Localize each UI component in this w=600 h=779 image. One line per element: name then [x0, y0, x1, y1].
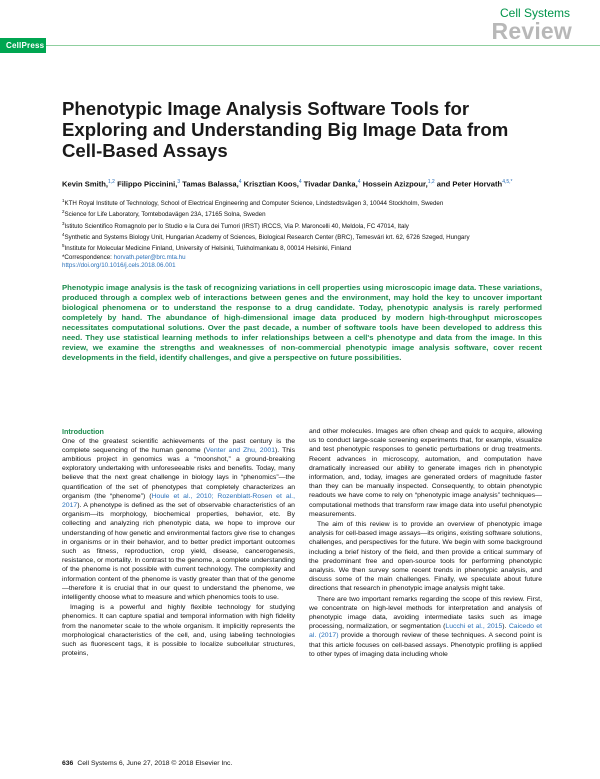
correspondence: [62, 254, 542, 262]
author-list: [62, 177, 542, 190]
author-name: and Peter Horvath: [434, 179, 503, 189]
body-text: The aim of this review is to provide an overview of phenotypic image analysis for cell-based image assays—its origins, existing software solutions, challenges, and perspectives for the future. We begin with some background including a brief history of the field, and then provide a critical summary of the predominant free and open-source tools for performing phenotypic analysis. We then survey some recent trends in phenotypic analysis, and discuss some of the main challenges. Finally, we speculate about future directions that research in phenotypic image analysis might take.: [309, 521, 542, 593]
header-rule: [46, 45, 600, 46]
affiliation: [62, 220, 542, 231]
body-text: Imaging is a powerful and highly flexible technology for studying phenomics. It can capture spatial and temporal information with high fidelity from the nanometer scale to the whole organism. It implicitly represents the morphological characteristics of the cell, and, using labeling technologies such as fluorescent tags, it is possible to localize subcellular structures, proteins,: [62, 604, 295, 658]
author-name: Krisztian Koos,: [241, 179, 299, 189]
citation-link[interactable]: Lucchi et al., 2015: [445, 623, 503, 631]
author-affiliation-marker[interactable]: 3: [177, 179, 181, 185]
affiliation: [62, 231, 542, 242]
body-paragraph: [62, 437, 295, 603]
footer-citation: Cell Systems 6, June 27, 2018 © 2018 Elsevier Inc.: [77, 760, 233, 767]
affiliation-text: KTH Royal Institute of Technology, School of Electrical Engineering and Computer Science, Lindstedtsvägen 3, 10044 Stockholm, Sweden: [64, 200, 444, 208]
citation-link[interactable]: Caicedo et al. (2017): [309, 623, 542, 640]
citation-link[interactable]: Houle et al., 2010; Rozenblatt-Rosen et al., 2017: [62, 492, 295, 509]
body-paragraph: [309, 520, 542, 594]
body-text: provide a thorough review of these techniques. A second point is that this article focuses on cell-based assays. Phenotypic profiling is applied to other types of imaging data including whole: [309, 632, 542, 658]
affiliation-number: 4: [62, 232, 65, 238]
author-name: Filippo Piccinini,: [114, 179, 178, 189]
affiliation-text: Institute for Molecular Medicine Finland, University of Helsinki, Tukholmankatu 8, 00014 Helsinki, Finland: [64, 245, 352, 253]
affiliation-number: 3: [62, 220, 65, 226]
author-affiliation-marker[interactable]: 1,2: [427, 179, 435, 185]
page-number: 636: [62, 760, 74, 767]
body-column-right: [309, 427, 542, 659]
affiliation-number: 1: [62, 198, 65, 203]
doi-link[interactable]: https://doi.org/10.1016/j.cels.2018.06.001: [62, 262, 176, 270]
author-affiliation-marker[interactable]: 4,5,*: [502, 179, 513, 185]
author-name: Hossein Azizpour,: [360, 179, 428, 189]
article-type-label: Review: [491, 18, 572, 44]
body-text: One of the greatest scientific achievements of the past century is the complete sequencing of the human genome (: [62, 437, 295, 454]
affiliation-text: Istituto Scientifico Romagnolo per lo Studio e la Cura dei Tumori (IRST) IRCCS, Via P. Maroncelli 40, Meldola, FC 47014, Italy: [64, 222, 409, 230]
affiliation-number: 2: [62, 209, 65, 215]
publisher-logo: CellPress: [0, 38, 46, 53]
affiliation: [62, 242, 542, 253]
abstract: Phenotypic image analysis is the task of recognizing variations in cell properties using microscopic image data. These variations, produced through a complex web of interactions between genes and the environment, may hold the key to uncover important biological phenomena or to understand the response to a drug candidate. Today, phenotypic analysis is rarely performed completely by hand. The abundance of high-dimensional image data produced by modern high-throughput microscopes necessitates computational solutions. Over the past decade, a number of software tools have been developed to address this need. They use statistical learning methods to infer relationships between a cell's phenotype and data from the image. In this review, we examine the strengths and weaknesses of non-commercial phenotypic image analysis software, cover recent developments in the field, identify challenges, and give a perspective on future possibilities.: [62, 283, 542, 363]
author-affiliation-marker[interactable]: 4: [238, 179, 242, 185]
author-name: Kevin Smith,: [62, 179, 108, 189]
correspondence-email-link[interactable]: horvath.peter@brc.mta.hu: [113, 253, 186, 261]
author-name: Tamas Balassa,: [180, 179, 239, 189]
journal-name[interactable]: Cell Systems: [499, 6, 570, 20]
affiliation-text: Synthetic and Systems Biology Unit, Hungarian Academy of Sciences, Biological Research Center (BRC), Temesvári krt. 62, 6726 Szeged, Hungary: [64, 234, 470, 242]
citation-link[interactable]: Venter and Zhu, 2001: [205, 446, 276, 454]
author-name: Tivadar Danka,: [301, 179, 358, 189]
author-affiliation-marker[interactable]: 1,2: [108, 179, 115, 185]
body-text: ). This ambitious project in genomics was a “moonshot,” a ground-breaking exploratory undertaking with unforeseeable risks and benefits. Today, many believe that the next great challenge in biology lays in “phenomics”—the quantification of the set of phenotypes that completely characterizes an organism (the “phenome”) (: [62, 446, 295, 500]
author-affiliation-marker[interactable]: 4: [298, 179, 302, 185]
body-text: and other molecules. Images are often cheap and quick to acquire, allowing us to conduct large-scale screening experiments that, for example, visualize and test phenotypic responses to genetic perturbations or drug treatments. Recent advances in microscopy, automation, and computation have dramatically increased our ability to generate images rich in phenotypic information, and, today, images are generated orders of magnitude faster than they can be manually inspected. Consequently, to obtain phenotypic readouts we have come to rely on “phenotypic image analysis” techniques—computational methods that transform raw image data into useful phenotypic measurements.: [309, 428, 542, 518]
body-text: ).: [502, 623, 509, 631]
affiliations: [62, 197, 542, 270]
body-paragraph: [309, 595, 542, 659]
section-heading-introduction: Introduction: [62, 427, 104, 436]
body-text: There are two important remarks regarding the scope of this review. First, we concentrate on high-level methods for interpretation and analysis of phenotypic image data, avoiding intermediate tasks such as image processing, normalization, or segmentation (: [309, 595, 542, 631]
affiliation: [62, 208, 542, 219]
affiliation: [62, 197, 542, 208]
page-footer: [62, 760, 232, 767]
body-column-left: [62, 427, 295, 658]
body-paragraph: [62, 603, 295, 658]
affiliation-number: 5: [62, 243, 65, 249]
affiliation-text: Science for Life Laboratory, Tomtebodavägen 23A, 17165 Solna, Sweden: [64, 211, 266, 219]
article-title: Phenotypic Image Analysis Software Tools for Exploring and Understanding Big Image Data from Cell-Based Assays: [62, 98, 509, 161]
body-paragraph: [309, 427, 542, 519]
author-affiliation-marker[interactable]: 4: [357, 179, 361, 185]
correspondence-label: *Correspondence:: [62, 253, 114, 261]
body-text: ). A phenotype is defined as the set of observable characteristics of an organism—its morphology, biochemical properties, behavior, etc. By collecting and analyzing rich phenotypic data, we hope to improve our understanding of how genetic and environmental factors give rise to changes in organisms or in their behavior, and to better predict important outcomes such as fitness, reproduction, crop yield, disease, cancerogenesis, resistance, or mortality. In contrast to the genome, a complete understanding of the phenome is not possible with current technology. The complexity and information content of the phenome is vastly greater than that of the genome—therefore it is crucial that in our quest to understand the phenome, we intelligently choose what to measure and which phenomics tools to use.: [62, 501, 295, 601]
